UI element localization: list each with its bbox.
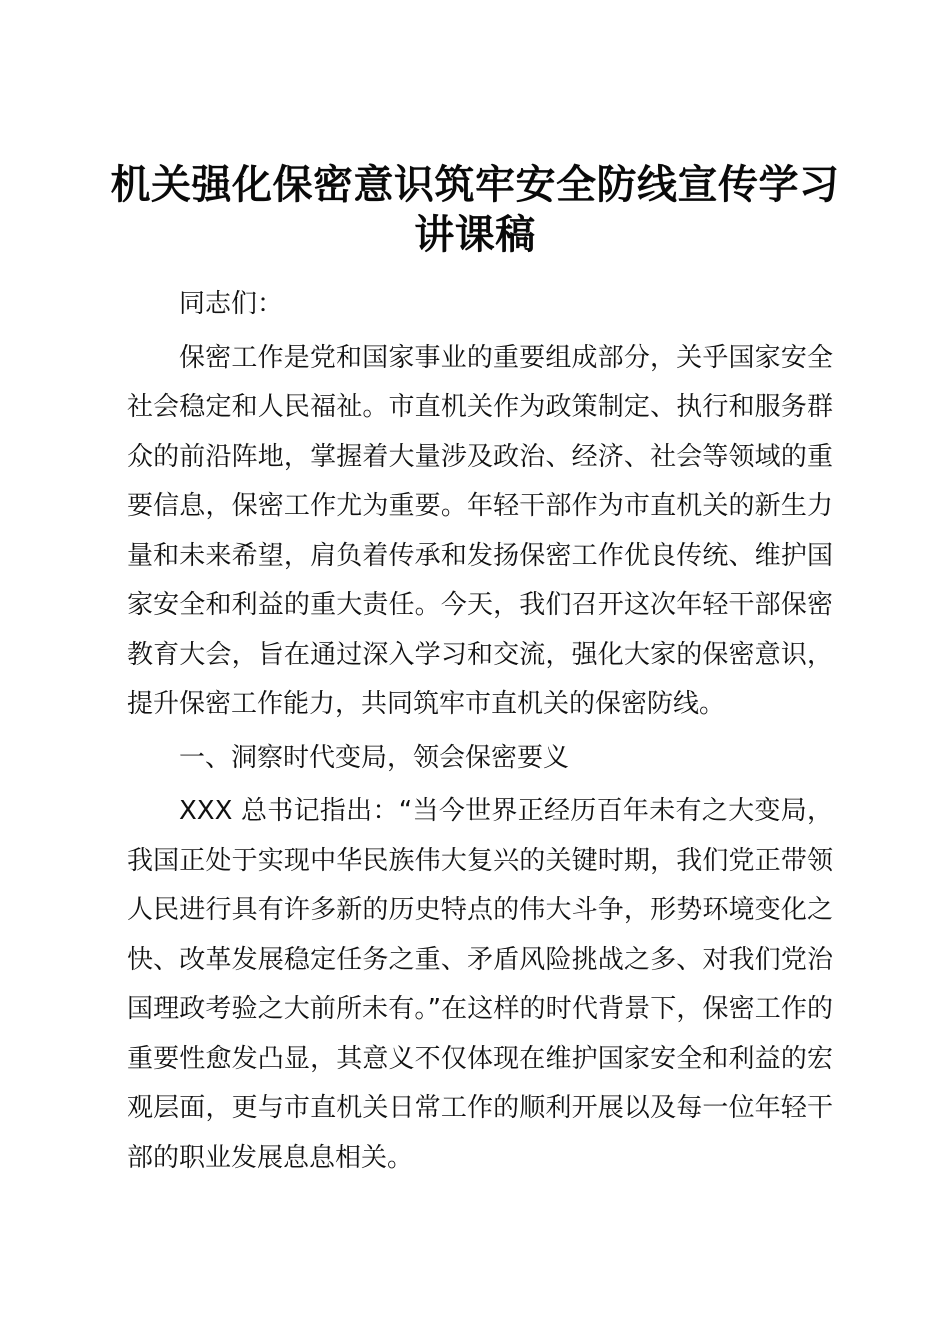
section-heading-1: 一、洞察时代变局，领会保密要义 [179, 742, 570, 773]
paragraph-section-1: XXX 总书记指出：“当今世界正经历百年未有之大变局，我国正处于实现中华民族伟大复兴的关键时期，我们党正带领人民进行具有许多新的历史特点的伟大斗争，形势环境变化之快、改革发展稳定任务之重、矛盾风险挑战之多、对我们党治国理政考验之大前所未有。”在这样的时代背景下，保密工作的重要性愈发凸显，其意义不仅体现在维护国家安全和利益的宏观层面，更与市直机关日常工作的顺利开展以及每一位年轻干部的职业发展息息相关。 [127, 796, 833, 1173]
greeting: 同志们： [179, 289, 284, 319]
document-title: 机关强化保密意识筑牢安全防线宣传学习讲课稿 [110, 161, 840, 258]
document-body [127, 280, 833, 1183]
paragraph-intro: 保密工作是党和国家事业的重要组成部分，关乎国家安全社会稳定和人民福祉。市直机关作为政策制定、执行和服务群众的前沿阵地，掌握着大量涉及政治、经济、社会等领域的重要信息，保密工作尤为重要。年轻干部作为市直机关的新生力量和未来希望，肩负着传承和发扬保密工作优良传统、维护国家安全和利益的重大责任。今天，我们召开这次年轻干部保密教育大会，旨在通过深入学习和交流，强化大家的保密意识，提升保密工作能力，共同筑牢市直机关的保密防线。 [127, 342, 833, 719]
